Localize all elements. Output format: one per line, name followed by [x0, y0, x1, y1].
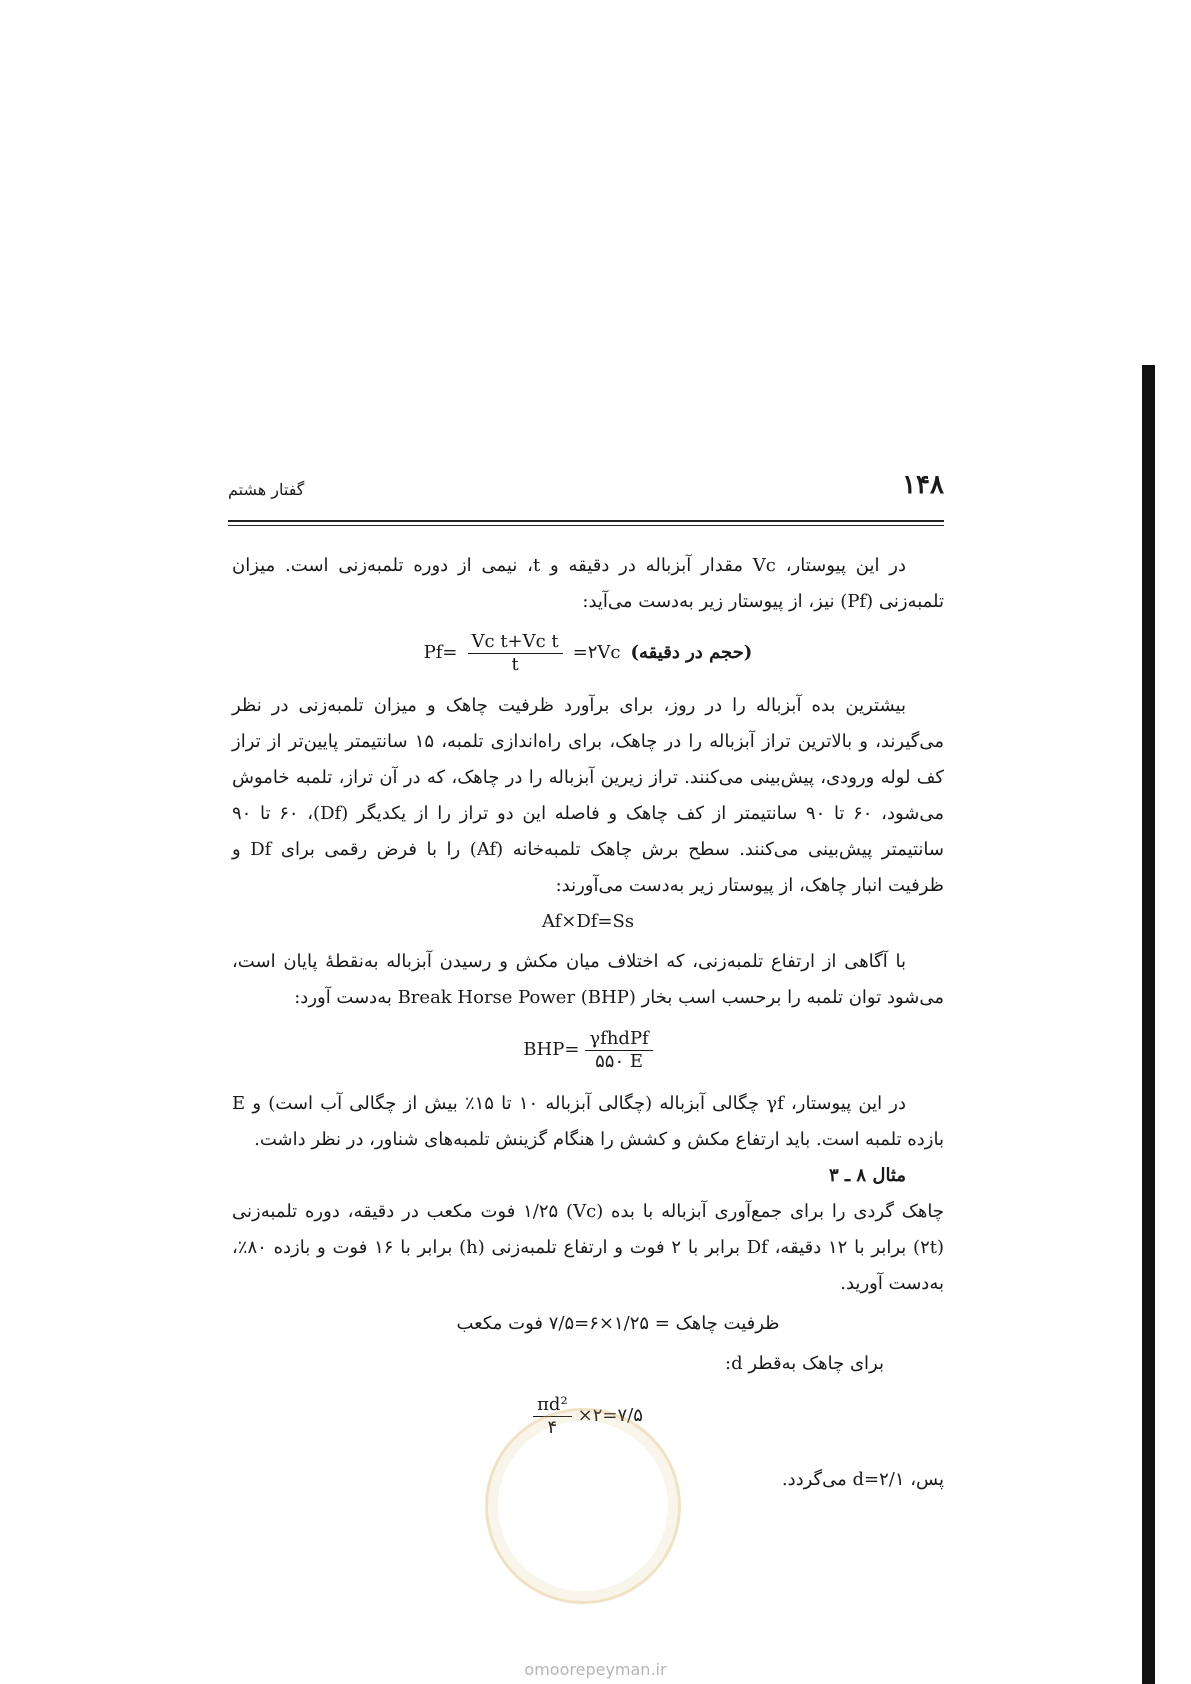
- eq1-denominator: t: [511, 653, 519, 675]
- paragraph-2: بیشترین بده آبزباله را در روز، برای برآورد ظرفیت چاهک و میزان تلمبه‌زنی در نظر می‌گیرند، و بالاترین تراز آبزباله را در چاهک، برای راه‌اندازی تلمبه، ۱۵ سانتیمتر پایین‌تر از تراز کف لوله ورودی، پیش‌بینی می‌کنند. تراز زیرین آبزباله را در چاهک، که در آن تراز، تلمبه خاموش می‌شود، ۶۰ تا ۹۰ سانتیمتر از کف چاهک و فاصله این دو تراز را از یکدیگر (Df)، ۶۰ تا ۹۰ سانتیمتر پیش‌بینی می‌کنند. سطح برش چاهک تلمبه‌خانه (Af) را با فرض رقمی برای Df و ظرفیت انبار چاهک، از پیوستار زیر به‌دست می‌آورند:: [232, 695, 945, 896]
- chapter-title: گفتار هشتم: [228, 480, 305, 499]
- site-watermark: omoorepeyman.ir: [524, 1660, 667, 1679]
- eq3-fraction: [585, 1028, 652, 1072]
- example-result: پس، d=۲/۱ می‌گردد.: [781, 1469, 944, 1490]
- eq1-numerator: Vc t+Vc t: [468, 631, 563, 654]
- paragraph-3: با آگاهی از ارتفاع تلمبه‌زنی، که اختلاف میان مکش و رسیدن آبزباله به‌نقطهٔ پایان است، می‌شود توان تلمبه را برحسب اسب بخار Break Horse Power (BHP) به‌دست آورد:: [232, 951, 944, 1008]
- eq3-lhs: BHP=: [523, 1039, 580, 1061]
- paragraph-1: در این پیوستار، Vc مقدار آبزباله در دقیقه و t، نیمی از دوره تلمبه‌زنی است. میزان تلمبه‌زنی (Pf) نیز، از پیوستار زیر به‌دست می‌آید:: [232, 555, 944, 612]
- equation-storage: Af×Df=Ss: [541, 911, 635, 932]
- eq3-numerator: γfhdPf: [585, 1028, 652, 1051]
- eq4-rhs: ×۲=۷/۵: [577, 1405, 643, 1427]
- eq1-lhs: Pf=: [423, 642, 458, 664]
- page-number: ۱۴۸: [902, 470, 944, 500]
- paragraph-4: در این پیوستار، γf چگالی آبزباله (چگالی آبزباله ۱۰ تا ۱۵٪ بیش از چگالی آب است) و E بازده تلمبه است. باید ارتفاع مکش و کشش را هنگام گزینش تلمبه‌های شناور، در نظر داشت.: [232, 1093, 944, 1150]
- header-rule-thick: [228, 520, 944, 522]
- equation-pumping-rate: [232, 628, 944, 678]
- page-body: [232, 548, 944, 1498]
- header-rule-thin: [228, 525, 944, 526]
- example-calc-capacity: ظرفیت چاهک = ۱/۲۵×۶=۷/۵ فوت مکعب: [456, 1313, 780, 1334]
- watermark-stamp: [485, 1408, 681, 1604]
- example-text: چاهک گردی را برای جمع‌آوری آبزباله با بده (Vc) ۱/۲۵ فوت مکعب در دقیقه، دوره تلمبه‌زنی (۲t) برابر با ۱۲ دقیقه، Df برابر با ۲ فوت و ارتفاع تلمبه‌زنی (h) برابر با ۱۶ فوت و بازده ۸۰٪، به‌دست آورید.: [232, 1201, 945, 1294]
- equation-bhp: [232, 1022, 944, 1078]
- eq4-denominator: ۴: [547, 1416, 558, 1438]
- example-title: مثال ۸ ـ ۳: [828, 1165, 906, 1186]
- eq4-numerator: πd²: [533, 1394, 572, 1417]
- eq1-fraction: [468, 631, 563, 675]
- scan-edge-bar: [1142, 365, 1155, 1684]
- eq1-rhs: =۲Vc: [572, 642, 621, 664]
- eq3-denominator: ۵۵۰ E: [595, 1050, 643, 1072]
- page-header: [228, 470, 944, 520]
- eq1-label: (حجم در دقیقه): [630, 642, 753, 664]
- example-calc-diameter-label: برای چاهک به‌قطر d:: [725, 1353, 884, 1374]
